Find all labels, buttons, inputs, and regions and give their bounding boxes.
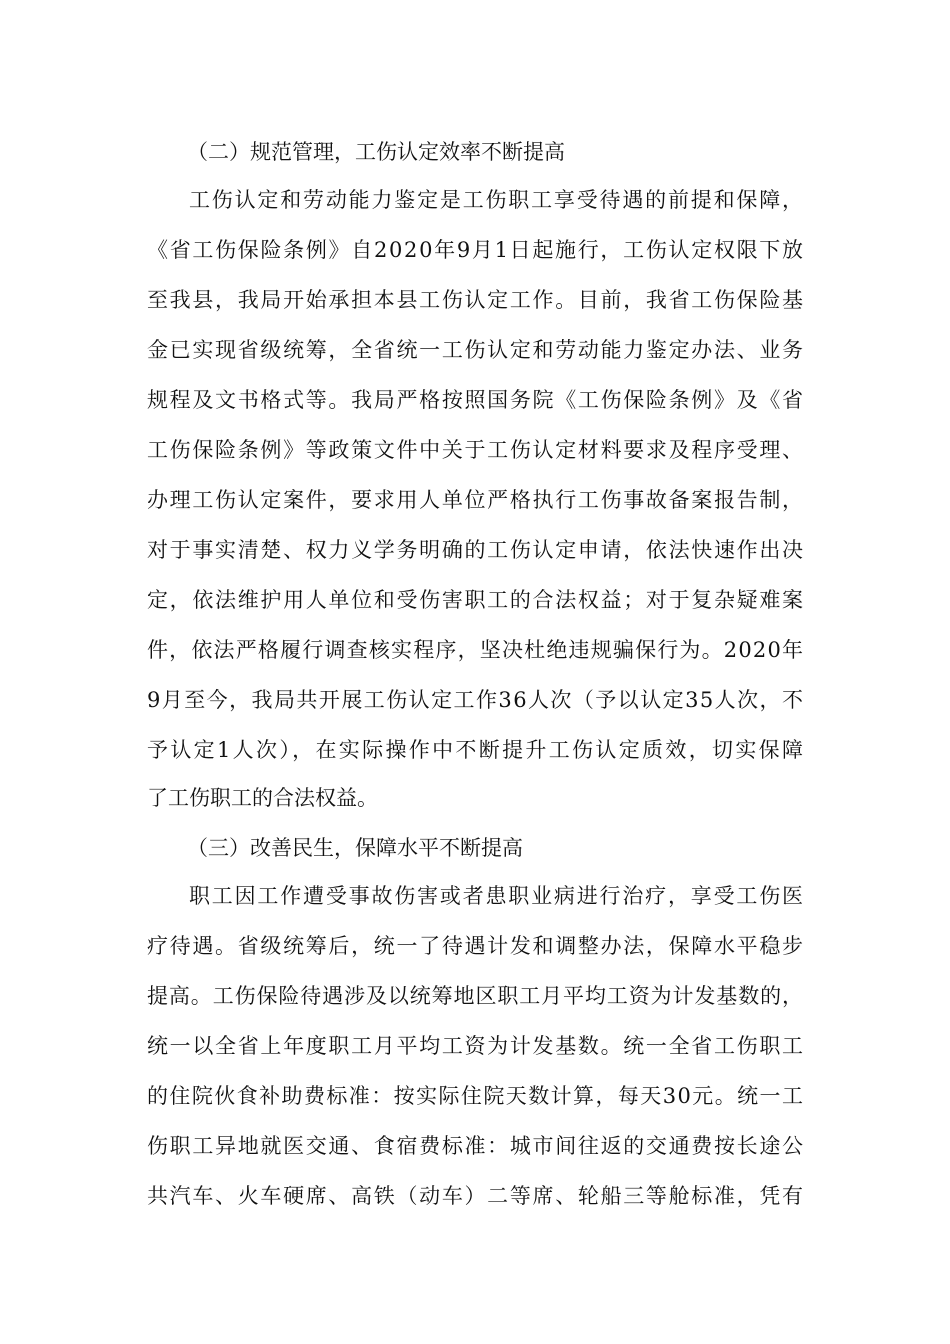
line-text: 的住院伙食补助费标准：按实际住院天数计算，每天30元。统一工 [147, 1084, 805, 1108]
line-text: 疗待遇。省级统筹后，统一了待遇计发和调整办法，保障水平稳步 [147, 934, 805, 958]
heading-text: （三）改善民生，保障水平不断提高 [187, 836, 523, 860]
line-text: 伤职工异地就医交通、食宿费标准：城市间往返的交通费按长途公 [147, 1134, 805, 1158]
line-text: 《省工伤保险条例》自2020年9月1日起施行，工伤认定权限下放 [147, 238, 805, 262]
line-text: 工伤保险条例》等政策文件中关于工伤认定材料要求及程序受理、 [147, 438, 805, 462]
line-text: 了工伤职工的合法权益。 [147, 786, 378, 810]
line-text: 件，依法严格履行调查核实程序，坚决杜绝违规骗保行为。2020年 [147, 638, 805, 662]
line-text: 9月至今，我局共开展工伤认定工作36人次（予以认定35人次，不 [147, 688, 805, 712]
line-text: 提高。工伤保险待遇涉及以统筹地区职工月平均工资为计发基数的， [147, 984, 804, 1008]
line-text: 工伤认定和劳动能力鉴定是工伤职工享受待遇的前提和保障， [189, 188, 805, 212]
line-text: 定，依法维护用人单位和受伤害职工的合法权益；对于复杂疑难案 [147, 588, 805, 612]
line-text: 规程及文书格式等。我局严格按照国务院《工伤保险条例》及《省 [147, 388, 805, 412]
line-text: 办理工伤认定案件，要求用人单位严格执行工伤事故备案报告制， [147, 488, 805, 512]
line-text: 共汽车、火车硬席、高铁（动车）二等席、轮船三等舱标准，凭有 [147, 1184, 805, 1208]
line-text: 至我县，我局开始承担本县工伤认定工作。目前，我省工伤保险基 [147, 288, 805, 312]
heading-text: （二）规范管理，工伤认定效率不断提高 [187, 140, 565, 164]
line-text: 予认定1人次），在实际操作中不断提升工伤认定质效，切实保障 [147, 738, 806, 762]
line-text: 金已实现省级统筹，全省统一工伤认定和劳动能力鉴定办法、业务 [147, 338, 805, 362]
line-text: 对于事实清楚、权力义学务明确的工伤认定申请，依法快速作出决 [147, 538, 805, 562]
line-text: 职工因工作遭受事故伤害或者患职业病进行治疗，享受工伤医 [189, 884, 805, 908]
line-text: 统一以全省上年度职工月平均工资为计发基数。统一全省工伤职工 [147, 1034, 805, 1058]
